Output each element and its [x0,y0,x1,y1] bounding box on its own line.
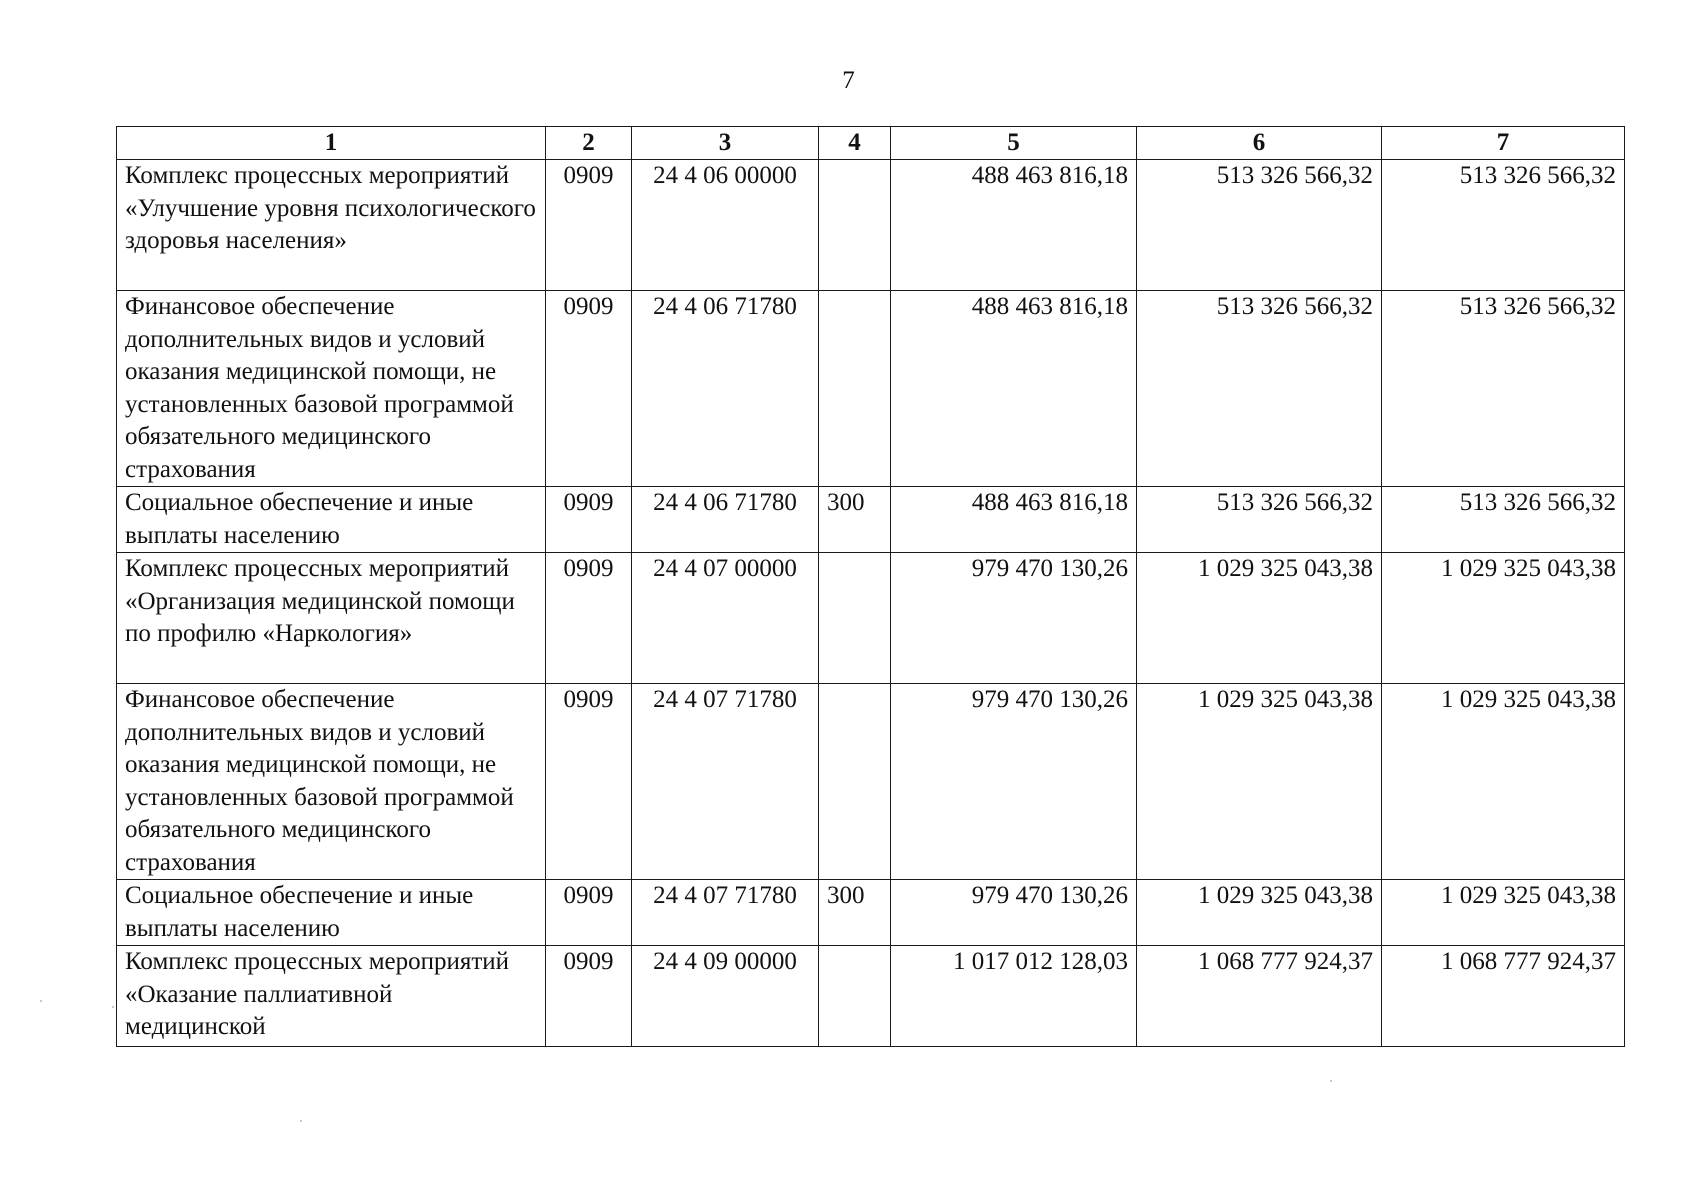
table-row [117,160,1625,291]
amount-col5-cell: 488 463 816,18 [891,291,1137,487]
section-code-cell: 0909 [546,684,632,880]
target-article-cell: 24 4 06 71780 [632,487,819,553]
row-name-cell: Финансовое обеспечение дополнительных видов и условий оказания медицинской помощи, не установленных базовой программой обязательного медицинского страхования [117,684,546,880]
target-article-cell: 24 4 09 00000 [632,946,819,1047]
amount-col6-cell: 1 068 777 924,37 [1137,946,1382,1047]
section-code-cell: 0909 [546,946,632,1047]
row-name-cell: Финансовое обеспечение дополнительных видов и условий оказания медицинской помощи, не установленных базовой программой обязательного медицинского страхования [117,291,546,487]
scan-speck [40,1000,42,1002]
column-header: 6 [1137,127,1382,160]
amount-col5-cell: 488 463 816,18 [891,160,1137,291]
target-article-cell: 24 4 07 00000 [632,553,819,684]
section-code-cell: 0909 [546,487,632,553]
expense-type-cell: 300 [819,880,891,946]
target-article-cell: 24 4 06 00000 [632,160,819,291]
row-name-cell: Социальное обеспечение и иные выплаты населению [117,487,546,553]
amount-col7-cell: 513 326 566,32 [1382,487,1625,553]
column-header: 5 [891,127,1137,160]
target-article-cell: 24 4 07 71780 [632,684,819,880]
expense-type-cell [819,946,891,1047]
expense-type-cell [819,160,891,291]
scan-speck [112,1006,114,1008]
budget-table [116,126,1625,1047]
amount-col6-cell: 1 029 325 043,38 [1137,880,1382,946]
section-code-cell: 0909 [546,160,632,291]
scan-speck [1330,1080,1332,1082]
table-row [117,684,1625,880]
amount-col6-cell: 513 326 566,32 [1137,487,1382,553]
column-header: 4 [819,127,891,160]
amount-col7-cell: 1 029 325 043,38 [1382,553,1625,684]
section-code-cell: 0909 [546,291,632,487]
amount-col6-cell: 513 326 566,32 [1137,291,1382,487]
column-header: 2 [546,127,632,160]
target-article-cell: 24 4 07 71780 [632,880,819,946]
scan-speck [300,1120,302,1122]
row-name-cell: Комплекс процессных мероприятий «Организация медицинской помощи по профилю «Наркология» [117,553,546,684]
table-row [117,946,1625,1047]
amount-col7-cell: 513 326 566,32 [1382,291,1625,487]
table-row [117,553,1625,684]
target-article-cell: 24 4 06 71780 [632,291,819,487]
table-row [117,487,1625,553]
amount-col5-cell: 979 470 130,26 [891,880,1137,946]
page-number: 7 [842,67,855,94]
amount-col7-cell: 513 326 566,32 [1382,160,1625,291]
expense-type-cell: 300 [819,487,891,553]
amount-col6-cell: 513 326 566,32 [1137,160,1382,291]
amount-col6-cell: 1 029 325 043,38 [1137,684,1382,880]
expense-type-cell [819,684,891,880]
amount-col5-cell: 979 470 130,26 [891,684,1137,880]
table-row [117,291,1625,487]
amount-col7-cell: 1 068 777 924,37 [1382,946,1625,1047]
amount-col7-cell: 1 029 325 043,38 [1382,880,1625,946]
amount-col7-cell: 1 029 325 043,38 [1382,684,1625,880]
row-name-cell: Социальное обеспечение и иные выплаты населению [117,880,546,946]
amount-col5-cell: 1 017 012 128,03 [891,946,1137,1047]
column-header: 7 [1382,127,1625,160]
amount-col6-cell: 1 029 325 043,38 [1137,553,1382,684]
section-code-cell: 0909 [546,880,632,946]
table-row [117,880,1625,946]
table-header-row [117,127,1625,160]
column-header: 1 [117,127,546,160]
column-header: 3 [632,127,819,160]
amount-col5-cell: 979 470 130,26 [891,553,1137,684]
amount-col5-cell: 488 463 816,18 [891,487,1137,553]
section-code-cell: 0909 [546,553,632,684]
expense-type-cell [819,553,891,684]
expense-type-cell [819,291,891,487]
row-name-cell: Комплекс процессных мероприятий «Оказание паллиативной медицинской [117,946,546,1047]
row-name-cell: Комплекс процессных мероприятий «Улучшение уровня психологического здоровья населения» [117,160,546,291]
